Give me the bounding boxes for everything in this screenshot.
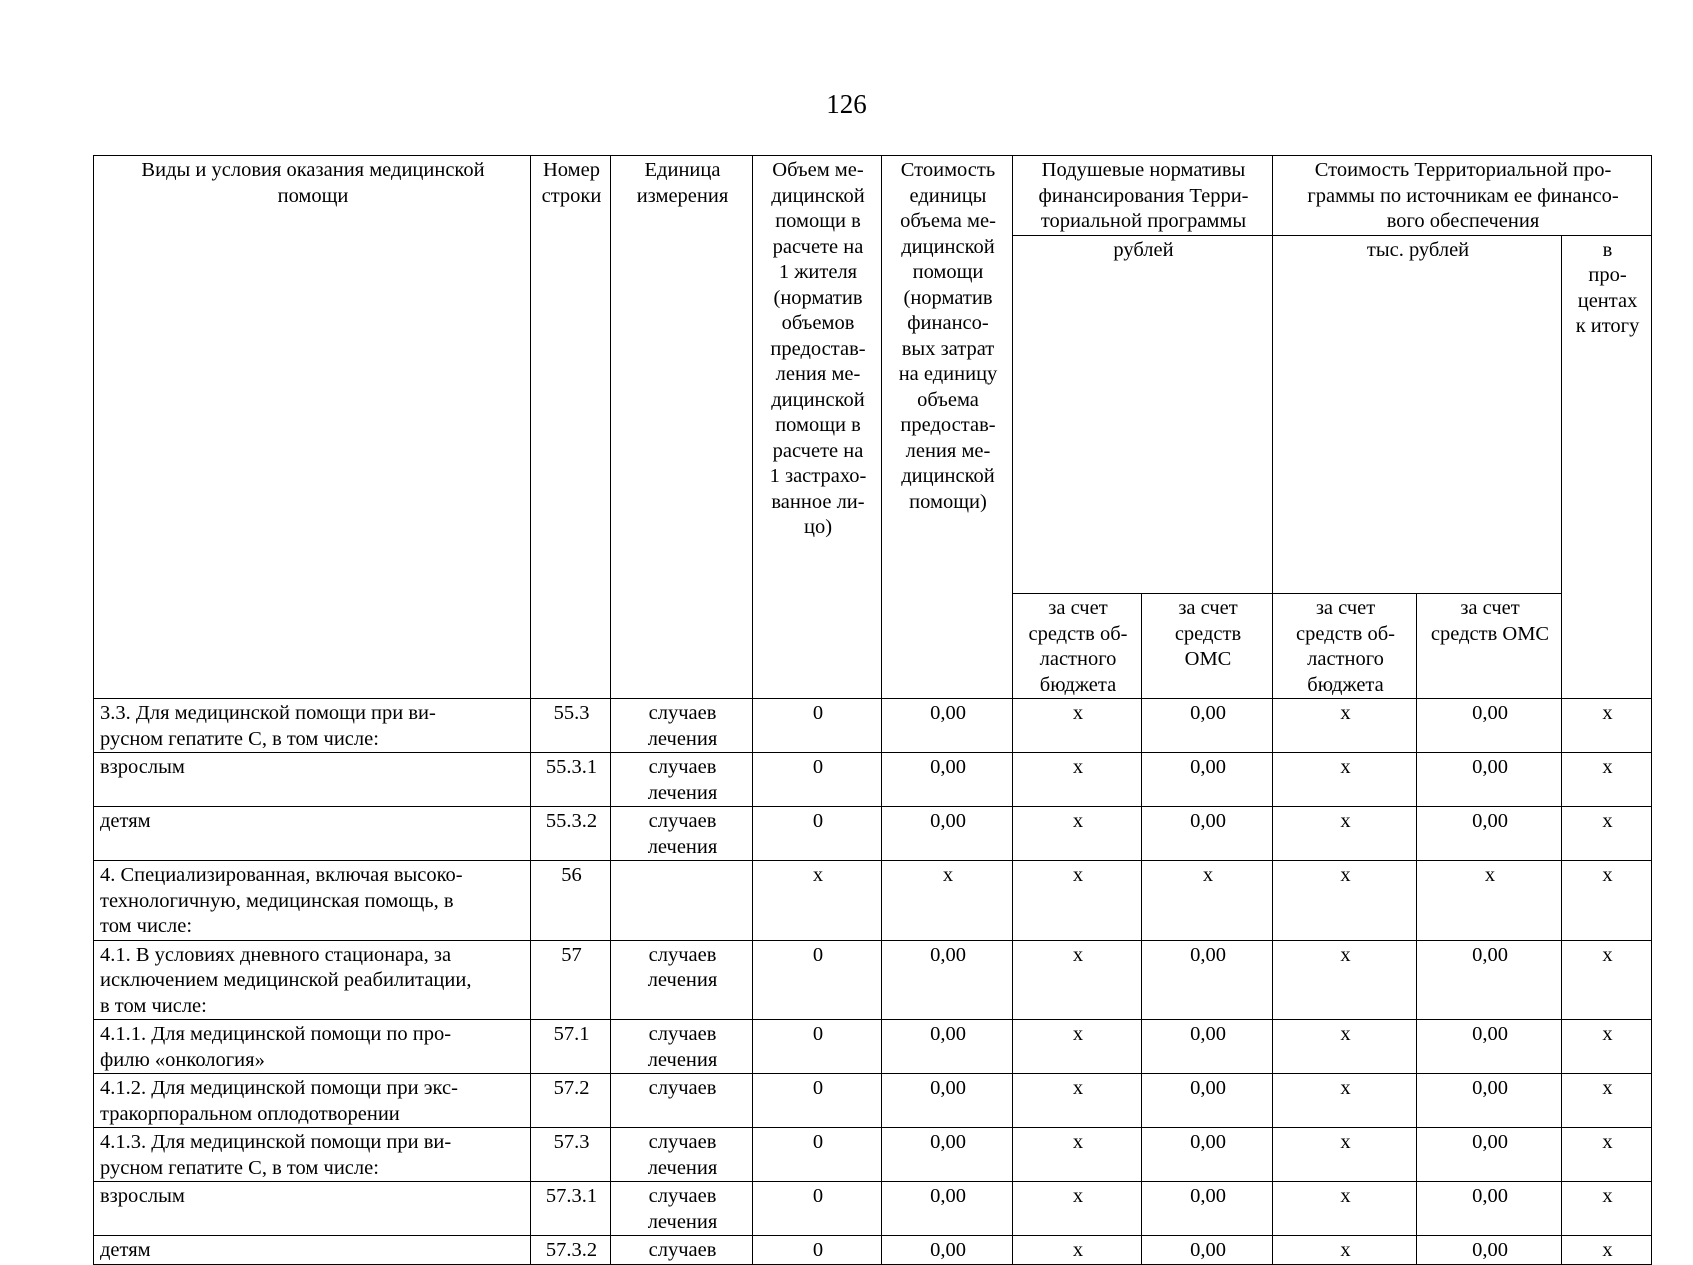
- cell-percent-of-total: x: [1562, 1236, 1652, 1265]
- cell-row-number: 55.3: [531, 699, 611, 753]
- cell-kind-of-care: 4.1. В условиях дневного стационара, за исключением медицинской реабилитации, в том числе:: [94, 940, 531, 1020]
- cell-unit: случаев: [611, 1236, 753, 1265]
- cell-kind-of-care: 3.3. Для медицинской помощи при ви- русном гепатите С, в том числе:: [94, 699, 531, 753]
- cell-cost-oms: 0,00: [1417, 753, 1562, 807]
- cell-per-capita-oms: 0,00: [1142, 940, 1273, 1020]
- cell-unit: случаев лечения: [611, 807, 753, 861]
- cell-percent-of-total: x: [1562, 940, 1652, 1020]
- cell-per-capita-regional-budget: x: [1013, 861, 1142, 941]
- header-row-1: [94, 156, 1652, 236]
- cell-kind-of-care: 4.1.1. Для медицинской помощи по про- филю «онкология»: [94, 1020, 531, 1074]
- header-per-capita-group: Подушевые нормативы финансирования Терри- ториальной программы: [1013, 156, 1273, 236]
- header-percent-of-total: в про- центах к итогу: [1562, 235, 1652, 699]
- cell-per-capita-regional-budget: x: [1013, 807, 1142, 861]
- cell-per-capita-oms: 0,00: [1142, 699, 1273, 753]
- cell-per-capita-oms: 0,00: [1142, 753, 1273, 807]
- cell-unit-cost: 0,00: [882, 699, 1013, 753]
- table-row: [94, 940, 1652, 1020]
- cell-percent-of-total: x: [1562, 699, 1652, 753]
- cell-cost-regional-budget: x: [1273, 807, 1417, 861]
- cell-cost-oms: 0,00: [1417, 807, 1562, 861]
- cell-cost-oms: 0,00: [1417, 699, 1562, 753]
- cell-cost-oms: 0,00: [1417, 1236, 1562, 1265]
- header-cost-regional-budget: за счет средств об- ластного бюджета: [1273, 594, 1417, 699]
- cell-per-capita-oms: 0,00: [1142, 1020, 1273, 1074]
- cell-percent-of-total: x: [1562, 861, 1652, 941]
- cell-cost-regional-budget: x: [1273, 1182, 1417, 1236]
- cell-kind-of-care: 4.1.3. Для медицинской помощи при ви- русном гепатите С, в том числе:: [94, 1128, 531, 1182]
- header-unit: Единица измерения: [611, 156, 753, 699]
- cell-per-capita-oms: 0,00: [1142, 807, 1273, 861]
- cell-volume: 0: [753, 1128, 882, 1182]
- cell-unit-cost: 0,00: [882, 1182, 1013, 1236]
- cell-per-capita-oms: x: [1142, 861, 1273, 941]
- cell-row-number: 57.3: [531, 1128, 611, 1182]
- table-row: [94, 1182, 1652, 1236]
- cell-unit: случаев лечения: [611, 940, 753, 1020]
- cell-percent-of-total: x: [1562, 1128, 1652, 1182]
- cell-per-capita-regional-budget: x: [1013, 753, 1142, 807]
- cell-cost-regional-budget: x: [1273, 861, 1417, 941]
- cell-cost-oms: 0,00: [1417, 1074, 1562, 1128]
- cell-row-number: 55.3.1: [531, 753, 611, 807]
- cell-per-capita-oms: 0,00: [1142, 1236, 1273, 1265]
- cell-cost-regional-budget: x: [1273, 1236, 1417, 1265]
- header-volume: Объем ме- дицинской помощи в расчете на 1 жителя (норматив объемов предостав- ления ме- дицинской помощи в расчете на 1 застрахо- ванное ли- цо): [753, 156, 882, 699]
- cell-unit: случаев лечения: [611, 699, 753, 753]
- cell-cost-regional-budget: x: [1273, 1020, 1417, 1074]
- cell-per-capita-regional-budget: x: [1013, 1074, 1142, 1128]
- cell-volume: 0: [753, 940, 882, 1020]
- cell-volume: 0: [753, 1020, 882, 1074]
- header-unit-cost: Стоимость единицы объема ме- дицинской помощи (норматив финансо- вых затрат на единицу объема предостав- ления ме- дицинской помощи): [882, 156, 1013, 699]
- cell-unit: случаев лечения: [611, 1128, 753, 1182]
- cell-row-number: 57.2: [531, 1074, 611, 1128]
- cell-percent-of-total: x: [1562, 1182, 1652, 1236]
- cell-kind-of-care: 4. Специализированная, включая высоко- технологичную, медицинская помощь, в том числе:: [94, 861, 531, 941]
- cell-unit-cost: 0,00: [882, 753, 1013, 807]
- cell-volume: 0: [753, 699, 882, 753]
- cell-per-capita-oms: 0,00: [1142, 1074, 1273, 1128]
- header-program-cost-group: Стоимость Территориальной про- граммы по источникам ее финансо- вого обеспечения: [1273, 156, 1652, 236]
- cell-cost-regional-budget: x: [1273, 753, 1417, 807]
- cell-volume: 0: [753, 753, 882, 807]
- header-per-capita-regional-budget: за счет средств об- ластного бюджета: [1013, 594, 1142, 699]
- cell-per-capita-regional-budget: x: [1013, 940, 1142, 1020]
- cell-unit-cost: x: [882, 861, 1013, 941]
- cell-kind-of-care: детям: [94, 807, 531, 861]
- cell-per-capita-oms: 0,00: [1142, 1182, 1273, 1236]
- cell-per-capita-regional-budget: x: [1013, 1020, 1142, 1074]
- cell-per-capita-regional-budget: x: [1013, 1236, 1142, 1265]
- cell-percent-of-total: x: [1562, 1020, 1652, 1074]
- cell-cost-regional-budget: x: [1273, 1074, 1417, 1128]
- cell-unit: случаев лечения: [611, 753, 753, 807]
- table-row: [94, 1074, 1652, 1128]
- cell-cost-oms: x: [1417, 861, 1562, 941]
- header-per-capita-oms: за счет средств ОМС: [1142, 594, 1273, 699]
- table-row: [94, 1236, 1652, 1265]
- cell-cost-oms: 0,00: [1417, 940, 1562, 1020]
- table-row: [94, 1020, 1652, 1074]
- cell-kind-of-care: взрослым: [94, 1182, 531, 1236]
- cell-kind-of-care: 4.1.2. Для медицинской помощи при экс- тракорпоральном оплодотворении: [94, 1074, 531, 1128]
- cell-unit: случаев лечения: [611, 1020, 753, 1074]
- cell-unit-cost: 0,00: [882, 940, 1013, 1020]
- table-row: [94, 807, 1652, 861]
- cell-cost-oms: 0,00: [1417, 1128, 1562, 1182]
- cell-cost-regional-budget: x: [1273, 1128, 1417, 1182]
- cell-per-capita-regional-budget: x: [1013, 1128, 1142, 1182]
- cell-percent-of-total: x: [1562, 753, 1652, 807]
- cell-volume: 0: [753, 1074, 882, 1128]
- cell-volume: 0: [753, 807, 882, 861]
- cell-unit: случаев лечения: [611, 1182, 753, 1236]
- cell-volume: 0: [753, 1182, 882, 1236]
- page-number: 126: [826, 89, 867, 119]
- cell-unit-cost: 0,00: [882, 1128, 1013, 1182]
- cell-per-capita-regional-budget: x: [1013, 1182, 1142, 1236]
- table-row: [94, 1128, 1652, 1182]
- cell-unit: [611, 861, 753, 941]
- cell-row-number: 57.3.2: [531, 1236, 611, 1265]
- cell-row-number: 57.3.1: [531, 1182, 611, 1236]
- header-cost-oms: за счет средств ОМС: [1417, 594, 1562, 699]
- cell-kind-of-care: детям: [94, 1236, 531, 1265]
- cell-per-capita-oms: 0,00: [1142, 1128, 1273, 1182]
- cell-row-number: 56: [531, 861, 611, 941]
- table-row: [94, 699, 1652, 753]
- table-row: [94, 861, 1652, 941]
- header-row-number: Номер строки: [531, 156, 611, 699]
- header-unit-thousand-rubles: тыс. рублей: [1273, 235, 1562, 594]
- cell-unit-cost: 0,00: [882, 807, 1013, 861]
- cell-row-number: 57: [531, 940, 611, 1020]
- cell-volume: x: [753, 861, 882, 941]
- cell-cost-regional-budget: x: [1273, 940, 1417, 1020]
- table-body: [94, 156, 1652, 1265]
- cell-unit-cost: 0,00: [882, 1236, 1013, 1265]
- cell-cost-oms: 0,00: [1417, 1182, 1562, 1236]
- cell-unit: случаев: [611, 1074, 753, 1128]
- cell-row-number: 57.1: [531, 1020, 611, 1074]
- cell-kind-of-care: взрослым: [94, 753, 531, 807]
- header-unit-rubles: рублей: [1013, 235, 1273, 594]
- cell-percent-of-total: x: [1562, 1074, 1652, 1128]
- cell-percent-of-total: x: [1562, 807, 1652, 861]
- table-row: [94, 753, 1652, 807]
- cell-volume: 0: [753, 1236, 882, 1265]
- cell-cost-oms: 0,00: [1417, 1020, 1562, 1074]
- cell-row-number: 55.3.2: [531, 807, 611, 861]
- header-kind-of-care: Виды и условия оказания медицинской помощи: [94, 156, 531, 699]
- financing-table: [93, 155, 1652, 1265]
- cell-unit-cost: 0,00: [882, 1020, 1013, 1074]
- cell-per-capita-regional-budget: x: [1013, 699, 1142, 753]
- cell-cost-regional-budget: x: [1273, 699, 1417, 753]
- cell-unit-cost: 0,00: [882, 1074, 1013, 1128]
